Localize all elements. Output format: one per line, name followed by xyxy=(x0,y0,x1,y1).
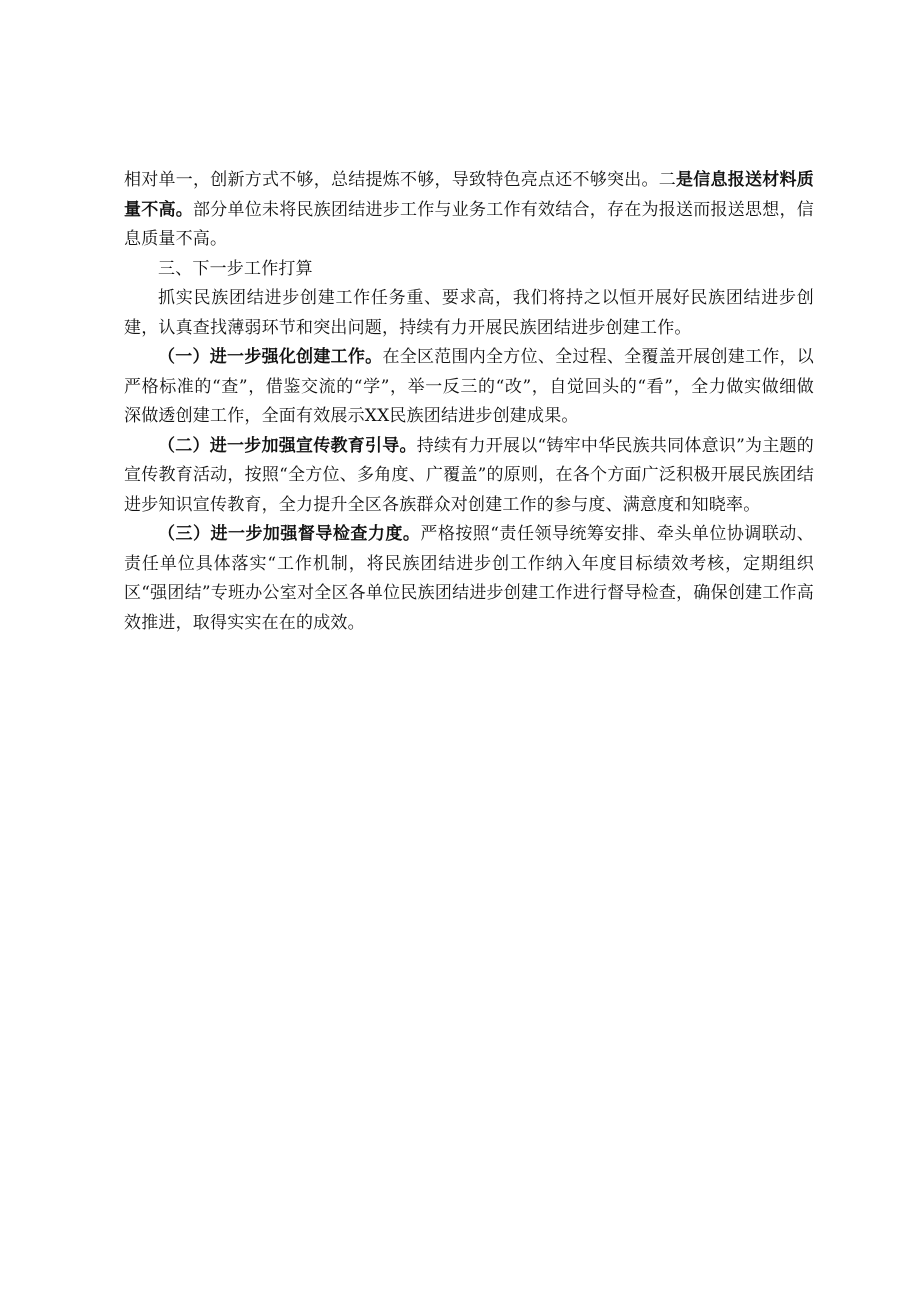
paragraph-problem-summary xyxy=(124,166,814,255)
text-segment: 在全区范围内全方位、全过程、全覆盖开展创建工作，以严格标准的“查”，借鉴交流的“学”，举一反三的“改”，自觉回头的“看”，全力做实做细做深做透创建工作，全面有效展示XX民族团结进步创建成果。 xyxy=(124,347,815,426)
paragraph-item-1 xyxy=(124,343,814,432)
item-heading: （二）进一步加强宣传教育引导。 xyxy=(158,435,417,456)
text-segment: 部分单位未将民族团结进步工作与业务工作有效结合，存在为报送而报送思想，信息质量不高。 xyxy=(124,199,814,249)
item-heading: （一）进一步强化创建工作。 xyxy=(158,347,383,367)
text-segment: 抓实民族团结进步创建工作任务重、要求高，我们将持之以恒开展好民族团结进步创建，认真查找薄弱环节和突出问题，持续有力开展民族团结进步创建工作。 xyxy=(124,288,814,338)
text-segment: 严格按照“责任领导统筹安排、牵头单位协调联动、责任单位具体落实“工作机制，将民族团结进步创工作纳入年度目标绩效考核，定期组织区“强团结”专班办公室对全区各单位民族团结进步创建工作进行督导检查，确保创建工作高效推进，取得实实在在的成效。 xyxy=(124,524,814,633)
item-heading: （三）进一步加强督导检查力度。 xyxy=(158,524,421,544)
paragraph-item-3 xyxy=(124,520,814,638)
paragraph-item-2 xyxy=(124,432,814,521)
document-body xyxy=(124,166,814,638)
bold-text-segment: 是信息报送材料质量不高。 xyxy=(124,170,814,220)
paragraph-next-steps-intro xyxy=(124,284,814,343)
section-heading-text: 三、下一步工作打算 xyxy=(158,258,313,279)
section-heading-next-steps xyxy=(124,255,814,285)
text-segment: 相对单一，创新方式不够，总结提炼不够，导致特色亮点还不够突出。二 xyxy=(124,170,677,190)
text-segment: 持续有力开展以“铸牢中华民族共同体意识”为主题的宣传教育活动，按照“全方位、多角度、广覆盖”的原则，在各个方面广泛积极开展民族团结进步知识宣传教育，全力提升全区各族群众对创建工作的参与度、满意度和知晓率。 xyxy=(124,435,814,515)
